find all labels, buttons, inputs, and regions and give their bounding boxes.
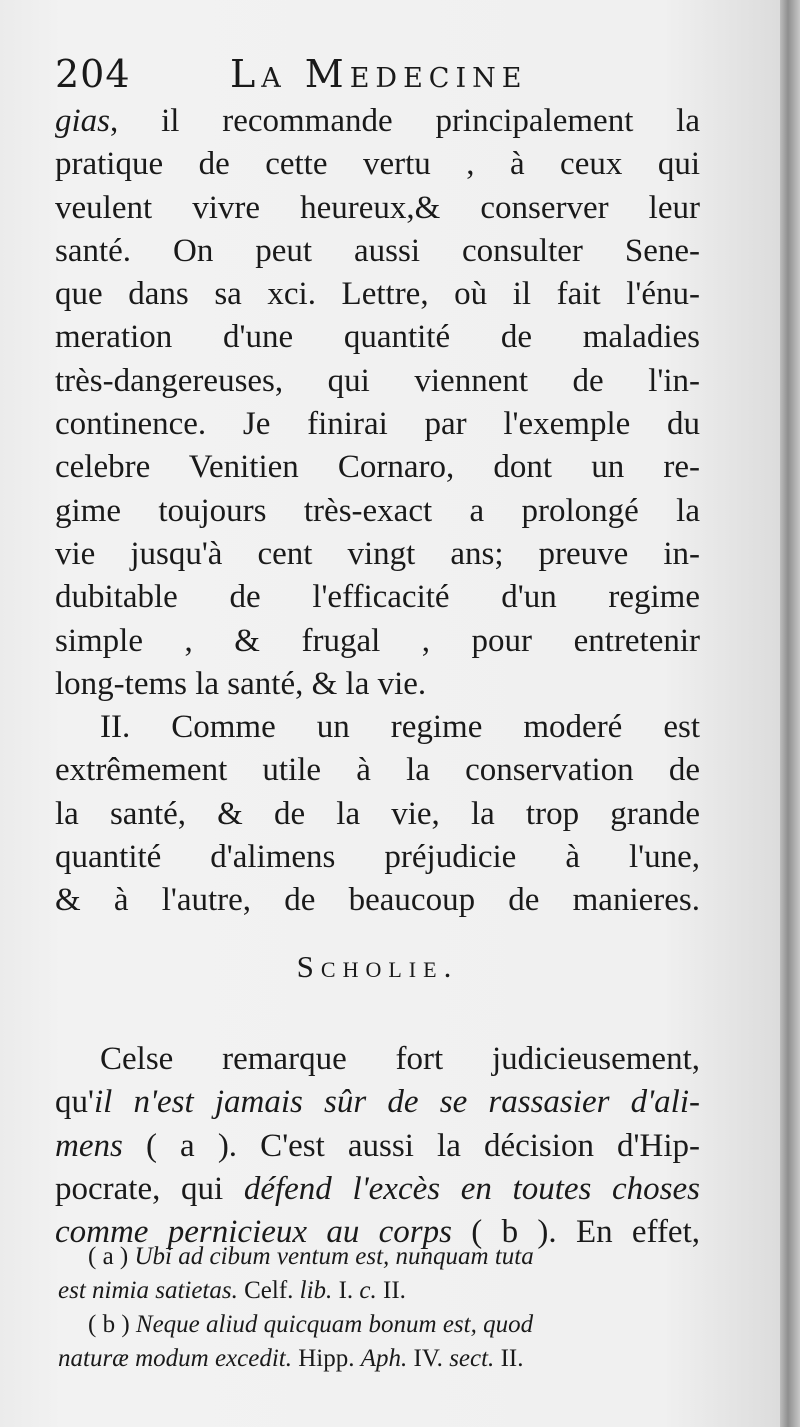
text-line: santé. On peut aussi consulter Sene-: [55, 232, 700, 269]
body-text: [55, 100, 700, 1254]
text-line: & à l'autre, de beaucoup de manieres.: [55, 882, 700, 919]
page-edge: [780, 0, 800, 1427]
section-heading: Scholie.: [296, 948, 459, 984]
text-line: pocrate, qui défend l'excès en toutes choses: [55, 1170, 700, 1207]
text-line: dubitable de l'efficacité d'un regime: [55, 579, 700, 616]
text-line: II. Comme un regime moderé est: [100, 709, 700, 746]
text-line: très-dangereuses, qui viennent de l'in-: [55, 362, 700, 399]
text-line: veulent vivre heureux,& conserver leur: [55, 189, 700, 226]
page-header: [55, 52, 695, 102]
text-line: extrêmement utile à la conservation de: [55, 752, 700, 789]
text-line: gime toujours très-exact a prolongé la: [55, 492, 700, 529]
text-line: Celse remarque fort judicieusement,: [100, 1040, 700, 1077]
text-line: comme pernicieux au corps ( b ). En effet,: [55, 1214, 700, 1251]
text-line: que dans sa xci. Lettre, où il fait l'énu-: [55, 276, 700, 313]
text-line: pratique de cette vertu , à ceux qui: [55, 146, 700, 183]
text-line: long-tems la santé, & la vie.: [55, 665, 427, 702]
page-number: 204: [55, 52, 131, 96]
footnote-b: ( b ) Neque aliud quicquam bonum est, quod: [88, 1311, 534, 1338]
text-line: celebre Venitien Cornaro, dont un re-: [55, 449, 700, 486]
text-line: qu'il n'est jamais sûr de se rassasier d'ali-: [55, 1084, 700, 1121]
text-line: meration d'une quantité de maladies: [55, 319, 700, 356]
text-line: gias, il recommande principalement la: [55, 103, 700, 139]
text-line: continence. Je finirai par l'exemple du: [55, 406, 700, 443]
text-line: mens ( a ). C'est aussi la décision d'Hip-: [55, 1127, 700, 1164]
text-line: simple , & frugal , pour entretenir: [55, 622, 700, 659]
footnotes: [58, 1240, 700, 1376]
footnote-b-cont: naturæ modum excedit. Hipp. Aph. IV. sect. II.: [58, 1345, 524, 1372]
text-line: la santé, & de la vie, la trop grande: [55, 795, 700, 832]
text-line: quantité d'alimens préjudicie à l'une,: [55, 839, 700, 876]
running-title: La Medecine: [230, 52, 528, 96]
text-line: vie jusqu'à cent vingt ans; preuve in-: [55, 535, 700, 572]
footnote-a-cont: est nimia satietas. Celf. lib. I. c. II.: [58, 1277, 406, 1304]
footnote-a: ( a ) Ubi ad cibum ventum est, nunquam tuta: [88, 1243, 534, 1270]
